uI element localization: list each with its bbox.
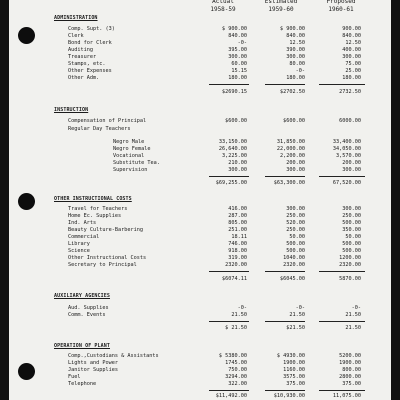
total-proposed: 11,075.00 — [332, 393, 361, 399]
row-label: Beauty Culture-Barbering — [68, 227, 143, 233]
value-proposed: 75.00 — [345, 61, 361, 67]
total-actual: $ 21.50 — [225, 325, 247, 331]
value-actual: 21.50 — [231, 312, 247, 318]
row-label: Aud. Supplies — [68, 305, 109, 311]
value-proposed: 500.00 — [342, 241, 361, 247]
total-proposed: 21.50 — [345, 325, 361, 331]
subtotal-rule — [319, 321, 365, 322]
row-label: Commercial — [68, 234, 100, 240]
value-actual: -0- — [237, 40, 247, 46]
section-title-operation-of-plant: OPERATION OF PLANT — [54, 343, 110, 349]
row-label: Stamps, etc. — [68, 61, 106, 67]
subtotal-rule — [319, 84, 365, 85]
value-proposed: 1900.00 — [339, 360, 361, 366]
total-actual: $69,255.00 — [215, 180, 247, 186]
row-label: Janitor Supplies — [68, 367, 118, 373]
value-estimated: 200.00 — [286, 160, 305, 166]
total-estimated: $21.50 — [286, 325, 305, 331]
value-proposed: 21.50 — [345, 312, 361, 318]
row-label: Supervision — [113, 167, 148, 173]
value-actual: 805.00 — [228, 220, 247, 226]
total-estimated: $63,300.00 — [273, 180, 305, 186]
header-estimated-year: 1959-60 — [268, 6, 294, 13]
value-proposed: 840.00 — [342, 33, 361, 39]
subtotal-rule — [319, 390, 365, 391]
subtotal-rule — [265, 84, 305, 85]
value-actual: 60.00 — [231, 61, 247, 67]
value-proposed: 250.00 — [342, 213, 361, 219]
header-proposed: Proposed — [326, 0, 356, 5]
total-actual: $6074.11 — [222, 276, 247, 282]
row-label: Secretary to Principal — [68, 262, 137, 268]
value-proposed: 12.50 — [345, 40, 361, 46]
total-estimated: $10,930.00 — [273, 393, 305, 399]
subtotal-rule — [209, 84, 249, 85]
header-estimated: Estimated — [264, 0, 298, 5]
row-label: Home Ec. Supplies — [68, 213, 122, 219]
value-estimated: 1160.00 — [283, 367, 305, 373]
row-label: Treasurer — [68, 54, 97, 60]
value-actual: 3294.00 — [225, 374, 247, 380]
value-proposed: 800.00 — [342, 367, 361, 373]
document-page — [9, 0, 391, 400]
punch-hole — [18, 363, 35, 380]
total-proposed: 5870.00 — [339, 276, 361, 282]
value-estimated: 300.00 — [286, 54, 305, 60]
row-label: Lights and Power — [68, 360, 118, 366]
row-label: Other Adm. — [68, 75, 100, 81]
section-title-instruction: INSTRUCTION — [54, 107, 89, 113]
value-estimated: 390.00 — [286, 47, 305, 53]
value-proposed: 33,400.00 — [332, 139, 361, 145]
value-estimated: 1900.00 — [283, 360, 305, 366]
value-estimated: 1040.00 — [283, 255, 305, 261]
value-actual: 287.00 — [228, 213, 247, 219]
value-estimated: 12.50 — [289, 40, 305, 46]
value-estimated: 500.00 — [286, 241, 305, 247]
section-title-administration: ADMINISTRATION — [54, 15, 98, 21]
subtotal-rule — [265, 176, 305, 177]
row-label: Library — [68, 241, 90, 247]
row-label: Clerk — [68, 33, 84, 39]
total-actual: $2690.15 — [222, 89, 247, 95]
section-title-auxiliary-agencies: AUXILIARY AGENCIES — [54, 293, 110, 299]
value-actual: 180.00 — [228, 75, 247, 81]
row-label: Compensation of Principal — [68, 118, 147, 124]
value-actual: $ 900.00 — [222, 26, 247, 32]
value-proposed: 180.00 — [342, 75, 361, 81]
value-proposed: 2320.00 — [339, 262, 361, 268]
value-proposed: 300.00 — [342, 54, 361, 60]
value-actual: 750.00 — [228, 367, 247, 373]
row-label: Auditing — [68, 47, 93, 53]
value-proposed: 3,570.00 — [336, 153, 361, 159]
value-proposed: 500.00 — [342, 220, 361, 226]
subtotal-rule — [209, 271, 249, 272]
row-label: Telephone — [68, 381, 97, 387]
value-proposed: 6000.00 — [339, 118, 361, 124]
value-estimated: 2320.00 — [283, 262, 305, 268]
value-estimated: 2,200.00 — [280, 153, 305, 159]
value-actual: 918.00 — [228, 248, 247, 254]
value-actual: 395.00 — [228, 47, 247, 53]
value-actual: $600.00 — [225, 118, 247, 124]
value-estimated: 500.00 — [286, 248, 305, 254]
value-proposed: 2800.00 — [339, 374, 361, 380]
value-proposed: 900.00 — [342, 26, 361, 32]
header-actual-year: 1958-59 — [210, 6, 236, 13]
value-estimated: 250.00 — [286, 213, 305, 219]
value-actual: 2320.00 — [225, 262, 247, 268]
value-proposed: 34,050.00 — [332, 146, 361, 152]
value-estimated: 300.00 — [286, 167, 305, 173]
row-label: Substitute Tea. — [113, 160, 160, 166]
value-actual: 26,640.00 — [218, 146, 247, 152]
punch-hole — [18, 27, 35, 44]
value-actual: 1745.00 — [225, 360, 247, 366]
value-actual: 746.00 — [228, 241, 247, 247]
total-proposed: 67,520.00 — [332, 180, 361, 186]
value-proposed: 300.00 — [342, 167, 361, 173]
subtotal-rule — [265, 321, 305, 322]
row-label: Regular Day Teachers — [68, 126, 131, 132]
value-estimated: 300.00 — [286, 206, 305, 212]
value-actual: 33,150.00 — [218, 139, 247, 145]
row-label: Negro Male — [113, 139, 145, 145]
row-label: Other Expenses — [68, 68, 112, 74]
value-estimated: 375.00 — [286, 381, 305, 387]
value-proposed: -0- — [351, 305, 361, 311]
row-label: Comp.,Custodians & Assistants — [68, 353, 159, 359]
row-label: Comm. Events — [68, 312, 106, 318]
value-proposed: 5200.00 — [339, 353, 361, 359]
value-proposed: 400.00 — [342, 47, 361, 53]
value-proposed: 350.00 — [342, 227, 361, 233]
total-estimated: $6045.00 — [280, 276, 305, 282]
value-estimated: $ 900.00 — [280, 26, 305, 32]
value-actual: 251.00 — [228, 227, 247, 233]
value-actual: 322.00 — [228, 381, 247, 387]
row-label: Comp. Supt. (3) — [68, 26, 115, 32]
value-estimated: 80.00 — [289, 61, 305, 67]
value-actual: -0- — [237, 305, 247, 311]
value-estimated: $600.00 — [283, 118, 305, 124]
value-actual: 15.15 — [231, 68, 247, 74]
value-proposed: 375.00 — [342, 381, 361, 387]
subtotal-rule — [209, 321, 249, 322]
value-estimated: 21.50 — [289, 312, 305, 318]
value-proposed: 500.00 — [342, 248, 361, 254]
value-actual: 3,225.00 — [222, 153, 247, 159]
value-estimated: -0- — [295, 305, 305, 311]
row-label: Bond for Clerk — [68, 40, 112, 46]
row-label: Vocational — [113, 153, 145, 159]
value-estimated: 180.00 — [286, 75, 305, 81]
value-estimated: -0- — [295, 68, 305, 74]
value-actual: $ 5380.00 — [218, 353, 247, 359]
subtotal-rule — [265, 271, 305, 272]
value-estimated: 3575.00 — [283, 374, 305, 380]
value-proposed: 25.00 — [345, 68, 361, 74]
value-actual: 18.11 — [231, 234, 247, 240]
value-proposed: 50.00 — [345, 234, 361, 240]
value-proposed: 200.00 — [342, 160, 361, 166]
value-actual: 840.00 — [228, 33, 247, 39]
total-estimated: $2702.50 — [280, 89, 305, 95]
value-actual: 300.00 — [228, 54, 247, 60]
row-label: Fuel — [68, 374, 81, 380]
subtotal-rule — [209, 390, 249, 391]
value-estimated: 31,850.00 — [276, 139, 305, 145]
punch-hole — [18, 193, 35, 210]
value-actual: 210.00 — [228, 160, 247, 166]
header-actual: Actual — [212, 0, 234, 5]
total-proposed: 2732.50 — [339, 89, 361, 95]
value-actual: 416.00 — [228, 206, 247, 212]
subtotal-rule — [319, 271, 365, 272]
row-label: Ind. Arts — [68, 220, 97, 226]
total-actual: $11,492.00 — [215, 393, 247, 399]
value-estimated: 22,000.00 — [276, 146, 305, 152]
row-label: Science — [68, 248, 90, 254]
section-title-other-instructional-costs: OTHER INSTRUCTIONAL COSTS — [54, 196, 132, 202]
value-estimated: 50.00 — [289, 234, 305, 240]
row-label: Travel for Teachers — [68, 206, 128, 212]
row-label: Negro Female — [113, 146, 151, 152]
value-estimated: 840.00 — [286, 33, 305, 39]
value-estimated: 520.00 — [286, 220, 305, 226]
value-estimated: $ 4930.00 — [276, 353, 305, 359]
value-actual: 300.00 — [228, 167, 247, 173]
header-proposed-year: 1960-61 — [328, 6, 354, 13]
subtotal-rule — [209, 176, 249, 177]
value-actual: 319.00 — [228, 255, 247, 261]
value-estimated: 250.00 — [286, 227, 305, 233]
subtotal-rule — [319, 176, 365, 177]
row-label: Other Instructional Costs — [68, 255, 147, 261]
value-proposed: 1200.00 — [339, 255, 361, 261]
subtotal-rule — [265, 390, 305, 391]
value-proposed: 300.00 — [342, 206, 361, 212]
